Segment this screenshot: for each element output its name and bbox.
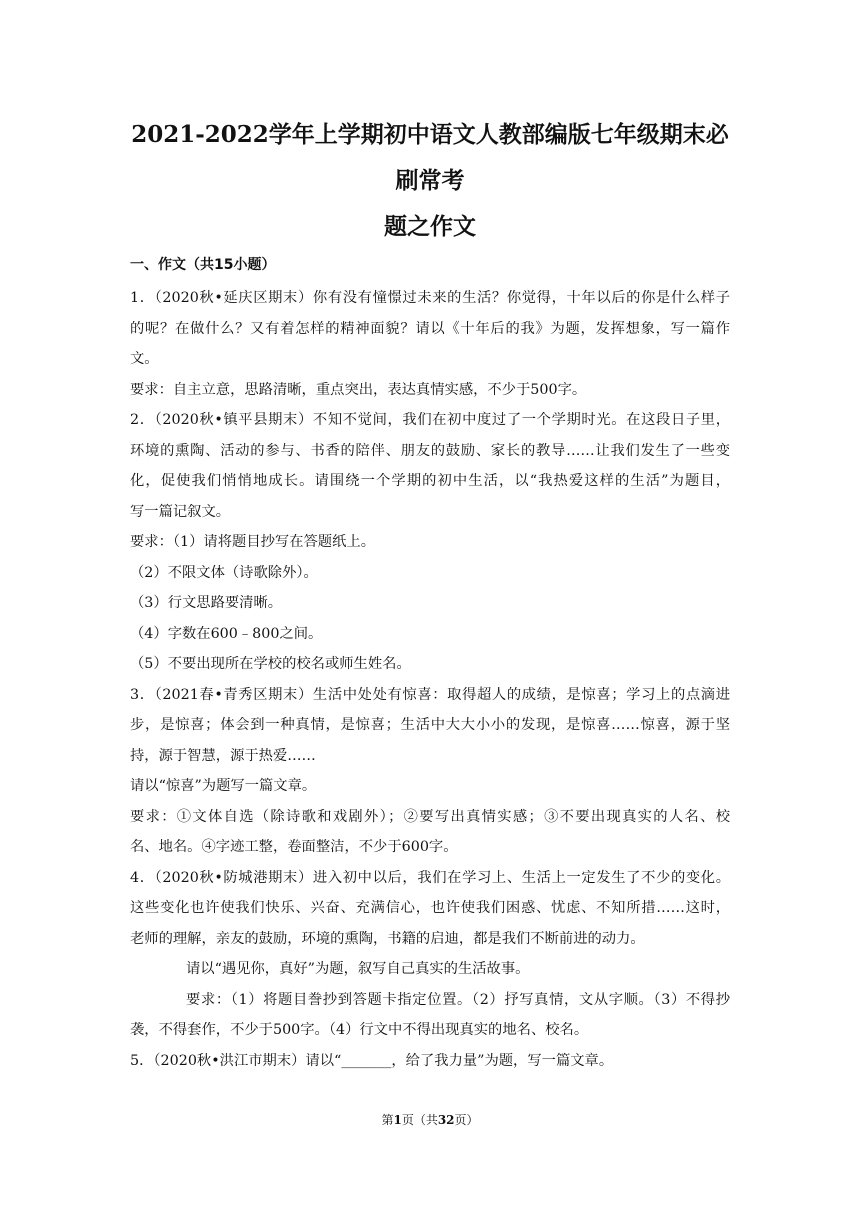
text-line: 写一篇记叙文。 bbox=[130, 503, 231, 520]
text-line: 步，是惊喜；体会到一种真情，是惊喜；生活中大大小小的发现，是惊喜……惊喜，源于坚 bbox=[130, 717, 730, 733]
title-line-2: 题之作文 bbox=[384, 213, 476, 240]
footer-total-pages: 32 bbox=[437, 1113, 455, 1127]
text-line: （5）不要出现所在学校的校名或师生姓名。 bbox=[130, 656, 411, 672]
text-line: 请以“遇见你，真好”为题，叙写自己真实的生活故事。 bbox=[186, 961, 530, 977]
footer-suffix: 页） bbox=[454, 1113, 479, 1127]
text-line: 5．（2020秋•洪江市期末）请以“_______，给了我力量”为题，写一篇文章。 bbox=[130, 1052, 614, 1069]
text-line: 2．（2020秋•镇平县期末）不知不觉间，我们在初中度过了一个学期时光。在这段日子里， bbox=[130, 412, 730, 428]
text-line: 袭，不得套作，不少于500字。（4）行文中不得出现真实的地名、校名。 bbox=[130, 1022, 589, 1038]
text-line: 名、地名。④字迹工整，卷面整洁，不少于600字。 bbox=[130, 839, 458, 855]
footer-middle: 页（共 bbox=[401, 1113, 438, 1127]
section-heading: 一、作文（共15小题） bbox=[130, 257, 276, 273]
document-title bbox=[130, 112, 730, 250]
footer-prefix: 第 bbox=[381, 1113, 394, 1127]
text-line: 要求：自主立意，思路清晰，重点突出，表达真情实感，不少于500字。 bbox=[130, 381, 587, 398]
footer-page-number: 1 bbox=[393, 1113, 402, 1127]
text-line: 老师的理解，亲友的鼓励，环境的熏陶，书籍的启迪，都是我们不断前进的动力。 bbox=[130, 930, 645, 947]
text-line: （3）行文思路要清晰。 bbox=[130, 595, 283, 611]
text-line: 的呢？在做什么？又有着怎样的精神面貌？请以《十年后的我》为题，发挥想象，写一篇作 bbox=[130, 320, 730, 337]
text-line: 要求：（1）请将题目抄写在答题纸上。 bbox=[130, 534, 375, 550]
text-line: 这些变化也许使我们快乐、兴奋、充满信心，也许使我们困惑、忧虑、不知所措……这时， bbox=[130, 900, 730, 916]
text-line: 3．（2021春•青秀区期末）生活中处处有惊喜：取得超人的成绩，是惊喜；学习上的点滴进 bbox=[130, 686, 730, 703]
text-line: 1．（2020秋•延庆区期末）你有没有憧憬过未来的生活？你觉得，十年以后的你是什么样子 bbox=[130, 290, 730, 306]
text-line: （4）字数在600﹣800之间。 bbox=[130, 625, 323, 642]
text-line: （2）不限文体（诗歌除外）。 bbox=[130, 564, 318, 581]
document-page bbox=[130, 112, 730, 1076]
title-line-1: 2021-2022学年上学期初中语文人教部编版七年级期末必刷常考 bbox=[131, 121, 729, 194]
page-footer bbox=[0, 1112, 860, 1128]
text-line: 要求：（1）将题目誊抄到答题卡指定位置。（2）抒写真情，文从字顺。（3）不得抄 bbox=[186, 991, 730, 1008]
document-body bbox=[130, 283, 730, 1076]
text-line: 化，促使我们悄悄地成长。请围绕一个学期的初中生活，以“我热爱这样的生活”为题目， bbox=[130, 473, 730, 489]
text-line: 文。 bbox=[130, 351, 159, 367]
text-line: 要求：①文体自选（除诗歌和戏剧外）；②要写出真情实感；③不要出现真实的人名、校 bbox=[130, 808, 730, 825]
text-line: 环境的熏陶、活动的参与、书香的陪伴、朋友的鼓励、家长的教导……让我们发生了一些变 bbox=[130, 442, 730, 459]
text-line: 请以“惊喜”为题写一篇文章。 bbox=[130, 778, 317, 794]
text-line: 4．（2020秋•防城港期末）进入初中以后，我们在学习上、生活上一定发生了不少的变化。 bbox=[130, 869, 730, 886]
text-line: 持，源于智慧，源于热爱…… bbox=[130, 747, 316, 764]
